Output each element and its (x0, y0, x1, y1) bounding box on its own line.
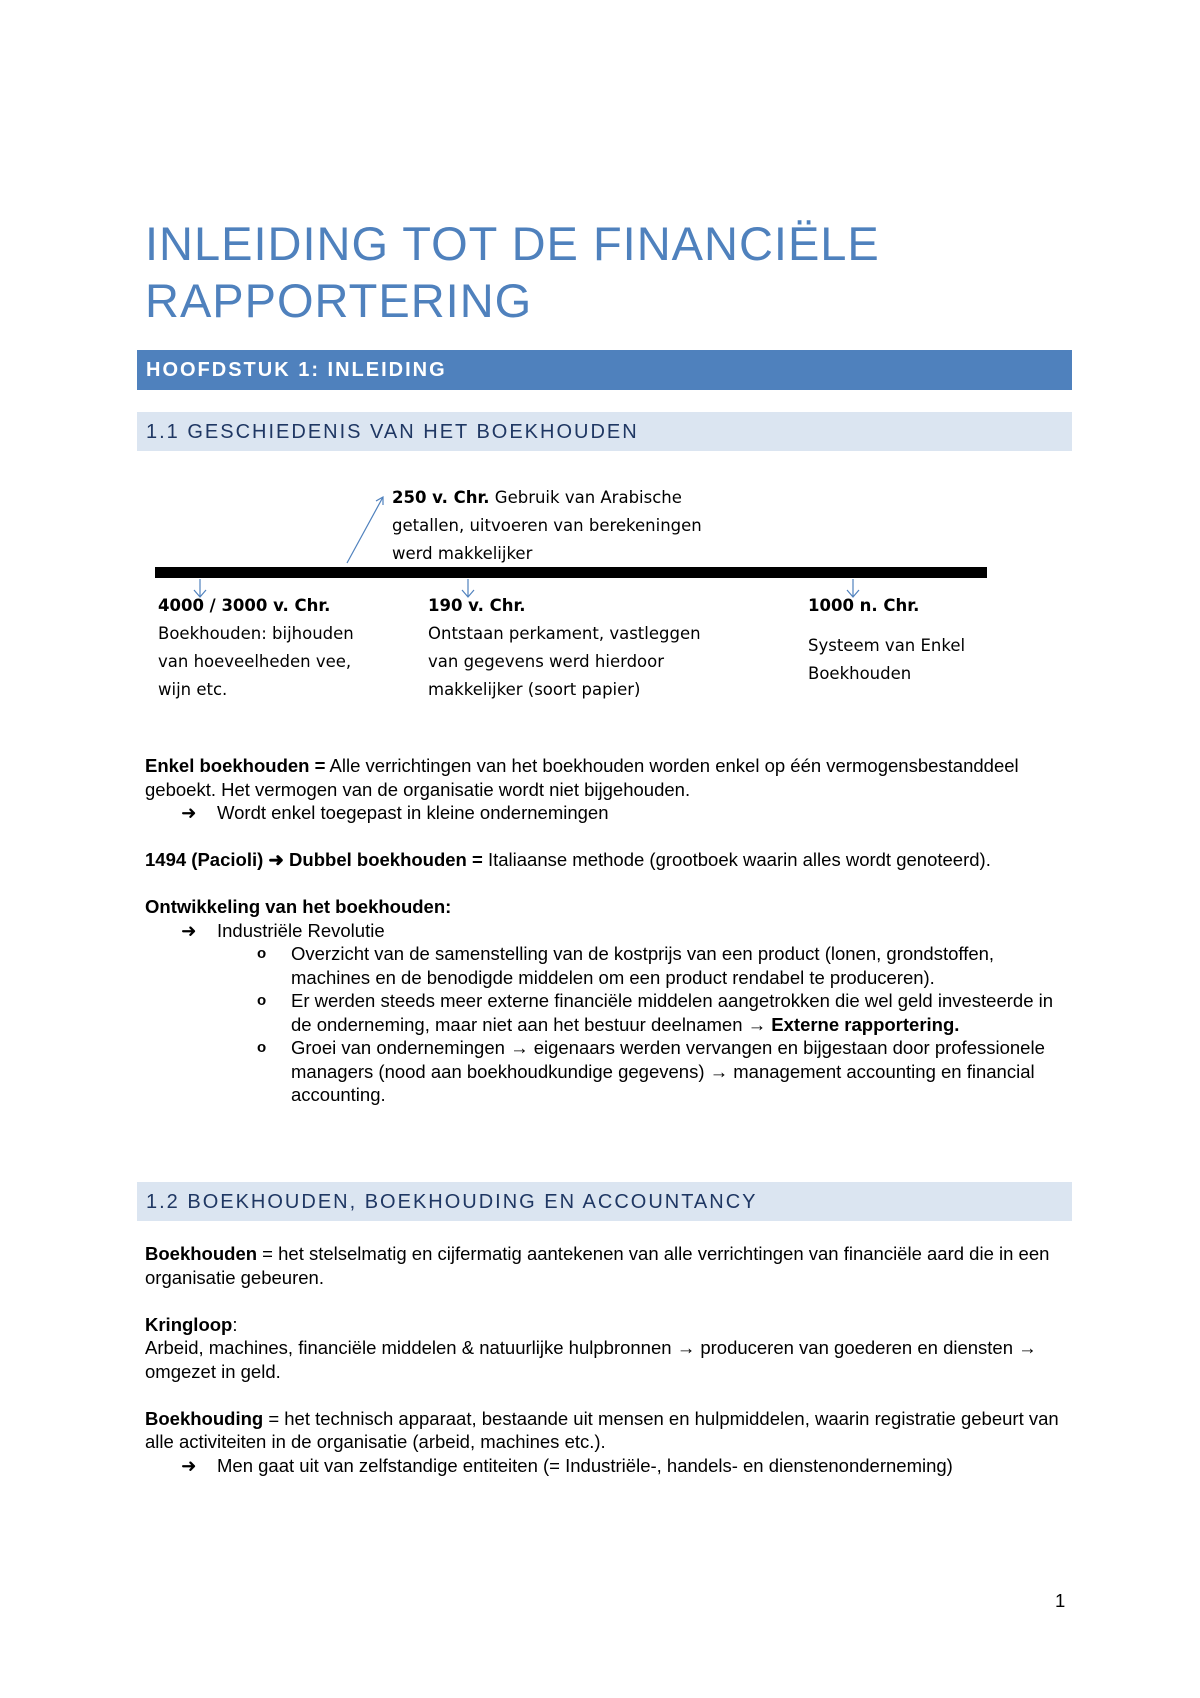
event-text: wijn etc. (158, 680, 228, 699)
event-text: makkelijker (soort papier) (428, 680, 641, 699)
timeline-bar (155, 567, 987, 578)
section-heading-1-2-text: 1.2 BOEKHOUDEN, BOEKHOUDING EN ACCOUNTANCY (146, 1191, 758, 1213)
arrow-right-icon: → (510, 1037, 529, 1058)
event-date: 250 v. Chr. (392, 488, 490, 507)
arrow-right-icon: ➜ (181, 802, 197, 823)
event-text: Systeem van Enkel (808, 636, 966, 655)
arrow-right-icon: → (1018, 1337, 1037, 1358)
text: produceren van goederen en diensten (695, 1337, 1019, 1358)
timeline-event-1000 (808, 592, 965, 688)
term: Enkel boekhouden = (145, 755, 326, 776)
definition: Alle verrichtingen van het boekhouden worden enkel op één vermogensbestanddeel geboekt. Het vermogen van de organisatie wordt niet bijgehouden. (145, 755, 1019, 800)
bullet-circle-icon: o (257, 992, 267, 1009)
list-item (145, 1036, 1075, 1107)
definition-boekhouding (145, 1407, 1075, 1454)
timeline-event-190 (428, 592, 701, 704)
event-text: werd makkelijker (392, 544, 533, 563)
text: Arbeid, machines, financiële middelen & natuurlijke hulpbronnen (145, 1337, 677, 1358)
arrow-right-icon: → (747, 1013, 767, 1035)
arrow-item-text: Industriële Revolutie (217, 919, 385, 941)
list-item-text: eigenaars werden vervangen en bijgestaan door professionele managers (nood aan boekhoudkundige gegevens) (291, 1037, 1045, 1082)
list-item-text: Groei van ondernemingen (291, 1037, 511, 1058)
event-date: 190 v. Chr. (428, 596, 526, 615)
definition-enkel-boekhouden (145, 754, 1075, 801)
definition: = het technisch apparaat, bestaande uit mensen en hulpmiddelen, waarin registratie gebeurt van alle activiteiten in de organisatie (arbeid, machines etc.). (145, 1407, 1059, 1452)
colon: : (232, 1313, 238, 1335)
definition-dubbel-boekhouden (145, 848, 1075, 872)
list-item-text: Er werden steeds meer externe financiële middelen aangetrokken die wel geld investeerde in de onderneming, maar niet aan het bestuur deelnamen (291, 990, 1054, 1035)
event-text: Boekhouden: bijhouden (158, 624, 354, 643)
term: Dubbel boekhouden = (283, 849, 488, 870)
event-date: 1000 n. Chr. (808, 596, 920, 615)
arrow-item (145, 801, 1075, 825)
text: omgezet in geld. (145, 1360, 281, 1382)
list-item-emphasis: Externe rapportering. (766, 1013, 960, 1035)
definition: Italiaanse methode (grootboek waarin alles wordt genoteerd). (487, 849, 991, 870)
arrow-right-icon: ➜ (268, 849, 284, 870)
term: Boekhouding (145, 1407, 264, 1429)
event-text: Ontstaan perkament, vastleggen (428, 624, 701, 643)
event-text: Boekhouden (808, 664, 912, 683)
timeline-event-250 (392, 484, 702, 568)
event-text: getallen, uitvoeren van berekeningen (392, 516, 702, 535)
arrow-item (145, 919, 1075, 943)
arrow-item-text: Wordt enkel toegepast in kleine ondernemingen (217, 802, 609, 823)
timeline-event-4000 (158, 592, 354, 704)
bullet-circle-icon: o (257, 945, 267, 962)
document-title: INLEIDING TOT DE FINANCIËLE RAPPORTERING (145, 217, 880, 327)
page-number: 1 (1055, 1590, 1066, 1611)
term: Boekhouden (145, 1243, 258, 1264)
event-text: van gegevens werd hierdoor (428, 652, 665, 671)
section-1-2-body (145, 1242, 1075, 1477)
chapter-heading-text: HOOFDSTUK 1: INLEIDING (146, 359, 447, 381)
bullet-circle-icon: o (257, 1039, 267, 1056)
arrow-item (145, 1454, 1075, 1478)
event-text: van hoeveelheden vee, (158, 652, 352, 671)
arrow-right-icon: → (709, 1060, 729, 1082)
section-heading-1-2 (137, 1182, 1072, 1221)
list-item (145, 942, 1075, 989)
event-text: Gebruik van Arabische (494, 488, 682, 507)
list-item-text: management accounting en financial accounting. (291, 1060, 1035, 1105)
list-item-text: Overzicht van de samenstelling van de kostprijs van een product (lonen, grondstoffen, machines en de benodigde middelen om een product rendabel te produceren). (291, 943, 995, 988)
section-1-1-body (145, 754, 1075, 1107)
term: Kringloop (145, 1313, 233, 1335)
definition-boekhouden (145, 1242, 1075, 1289)
section-heading-1-1-text: 1.1 GESCHIEDENIS VAN HET BOEKHOUDEN (146, 421, 639, 443)
arrow-right-icon: ➜ (181, 1454, 197, 1476)
arrow-right-icon: ➜ (181, 919, 197, 941)
list-item (145, 989, 1075, 1036)
timeline-arrow-250 (347, 497, 383, 563)
subheading-ontwikkeling: Ontwikkeling van het boekhouden: (145, 896, 452, 917)
arrow-right-icon: → (676, 1337, 696, 1358)
kringloop-text (145, 1336, 1075, 1383)
arrow-item-text: Men gaat uit van zelfstandige entiteiten (= Industriële-, handels- en dienstenonderneming) (217, 1454, 953, 1476)
event-date: 4000 / 3000 v. Chr. (158, 596, 331, 615)
definition: = het stelselmatig en cijfermatig aantekenen van alle verrichtingen van financiële aard die in een organisatie gebeuren. (145, 1243, 1050, 1288)
term: 1494 (Pacioli) (145, 849, 269, 870)
